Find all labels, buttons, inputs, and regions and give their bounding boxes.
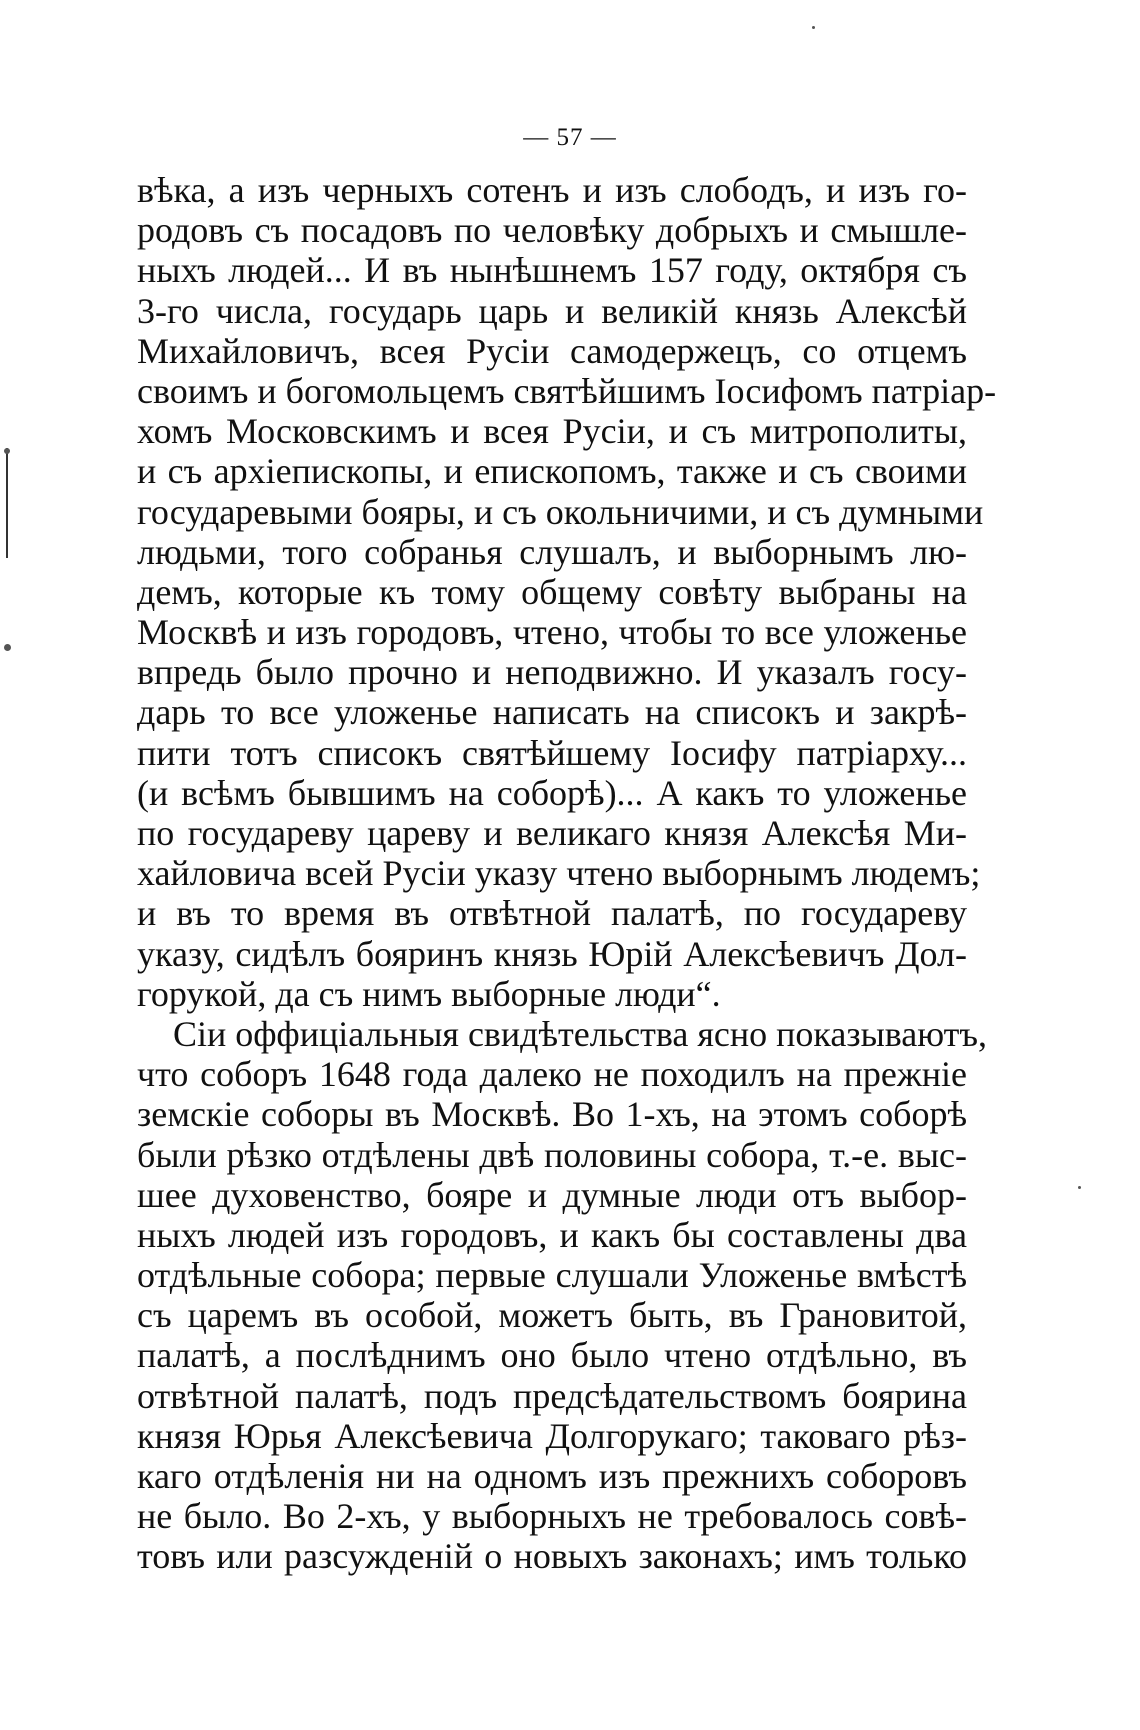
text-line: шее духовенство, бояре и думные люди отъ выбор- [137,1174,967,1215]
text-line: дарь то все уложенье написать на списокъ и закрѣ- [137,692,967,733]
text-line: своимъ и богомольцемъ святѣйшимъ Іосифомъ патріар- [137,370,997,411]
text-line: людьми, того собранья слушалъ, и выборнымъ лю- [137,531,967,572]
text-line: съ царемъ въ особой, можетъ быть, въ Грановитой, [137,1295,967,1336]
page-number: — 57 — [523,124,617,151]
scan-speck [812,26,815,29]
text-line: не было. Во 2-хъ, у выборныхъ не требовалось совѣ- [137,1496,967,1537]
text-line: земскіе соборы въ Москвѣ. Во 1-хъ, на этомъ соборѣ [137,1094,967,1135]
text-line: каго отдѣленія ни на одномъ изъ прежнихъ соборовъ [137,1456,967,1496]
text-line: что соборъ 1648 года далеко не походилъ на прежніе [137,1054,967,1095]
text-line: родовъ съ посадовъ по человѣку добрыхъ и смышле- [137,210,967,251]
text-line: отдѣльные собора; первые слушали Уложенье вмѣстѣ [137,1255,967,1296]
text-line: вѣка, а изъ черныхъ сотенъ и изъ слободъ, и изъ го- [137,170,967,210]
text-line: ныхъ людей... И въ нынѣшнемъ 157 году, октября съ [137,250,967,291]
scan-speck [4,644,11,651]
scan-speck [1078,1186,1081,1189]
text-line: и въ то время въ отвѣтной палатѣ, по государеву [137,893,967,934]
text-line: ныхъ людей изъ городовъ, и какъ бы составлены два [137,1214,967,1255]
text-line: государевыми бояры, и съ окольничими, и съ думными [137,491,984,532]
text-line: и съ архіепископы, и епископомъ, также и съ своими [137,451,967,492]
text-line: товъ или разсужденій о новыхъ законахъ; имъ только [137,1536,967,1577]
paragraph-2 [137,1013,988,1577]
scan-speck [4,448,10,454]
text-line: впредь было прочно и неподвижно. И указалъ госу- [137,652,967,693]
scan-margin-mark [6,448,8,558]
text-line: указу, сидѣлъ бояринъ князь Юрій Алексѣевичъ Дол- [137,933,967,974]
text-line: отвѣтной палатѣ, подъ предсѣдательствомъ боярина [137,1375,967,1416]
text-line: Михайловичъ, всея Русіи самодержецъ, со отцемъ [137,330,967,371]
text-line: демъ, которые къ тому общему совѣту выбраны на [137,571,967,612]
text-line: палатѣ, а послѣднимъ оно было чтено отдѣльно, въ [137,1335,967,1376]
text-line: по государеву цареву и великаго князя Алексѣя Ми- [137,813,967,853]
text-line: 3-го числа, государь царь и великій князь Алексѣй [137,290,967,331]
text-line: хайловича всей Русіи указу чтено выборнымъ людемъ; [137,853,981,894]
text-line: были рѣзко отдѣлены двѣ половины собора, т.-е. выс- [137,1134,967,1175]
text-line: (и всѣмъ бывшимъ на соборѣ)... А какъ то уложенье [137,772,967,813]
text-line: Сіи оффиціальныя свидѣтельства ясно показываютъ, [173,1013,988,1054]
text-line: пити тотъ списокъ святѣйшему Іосифу патріарху... [137,732,967,773]
text-line: Москвѣ и изъ городовъ, чтено, чтобы то все уложенье [137,612,967,653]
text-line: горукой, да съ нимъ выборные люди“. [137,973,721,1014]
body-text [137,170,997,1577]
paragraph-1 [137,170,997,1014]
text-line: князя Юрья Алексѣевича Долгорукаго; таковаго рѣз- [137,1415,967,1456]
text-line: хомъ Московскимъ и всея Русіи, и съ митрополиты, [137,411,967,452]
